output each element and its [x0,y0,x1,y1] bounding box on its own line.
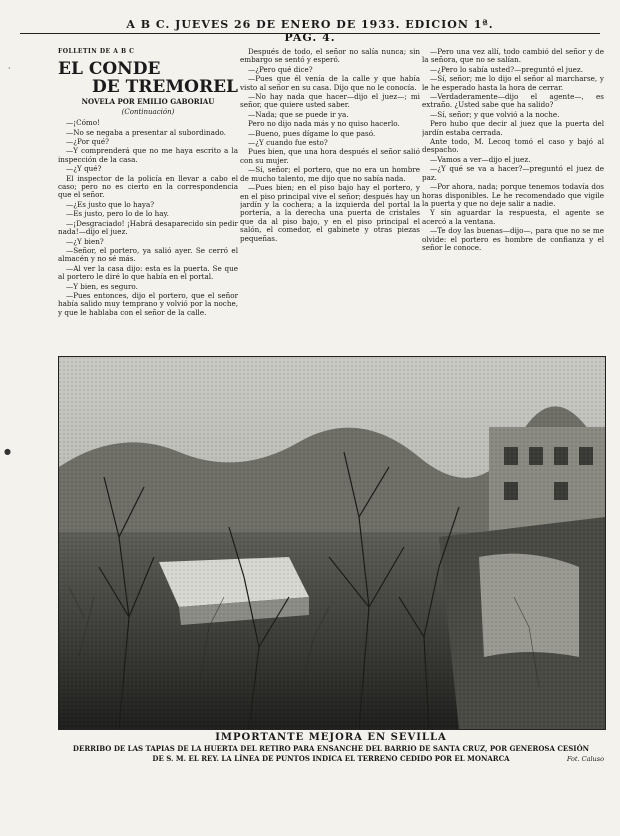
column-3 [422,48,604,353]
paragraph: Pero hubo que decir al juez que la puerta del jardín estaba cerrada. [422,119,604,137]
paragraph: —Te doy las buenas—dijo—, para que no se me olvide: el portero es hombre de confianza y el señor le conoce. [422,226,604,252]
paragraph: —Al ver la casa dijo: esta es la puerta. Se que al portero le diré lo que había en el portal. [58,263,238,282]
header-text: A B C. JUEVES 26 DE ENERO DE 1933. EDICION 1ª. PAG. 4. [126,18,494,44]
paragraph: —Señor, el portero, ya salió ayer. Se cerró el almacén y no sé más. [58,245,238,264]
feuilleton-byline: NOVELA POR EMILIO GABORIAU [81,97,215,107]
caption-line-2: DE S. M. EL REY. LA LÍNEA DE PUNTOS INDICA EL TERRENO CEDIDO POR EL MONARCA [152,754,510,763]
paragraph: —Sí, señor; me lo dijo el señor al marcharse, y le he esperado hasta la hora de cerrar. [422,74,604,92]
paragraph: —Sí, señor; el portero, que no era un hombre de mucho talento, me dijo que no sabía nada. [240,165,420,183]
paragraph: —Pues entonces, dijo el portero, que el señor había salido muy temprano y volvió por la noche, y que le hablaba con el señor de la calle. [58,290,238,317]
paragraph: El inspector de la policía en llevar a cabo el caso; pero no es cierto en la correspondencia que el señor. [58,173,238,200]
feuilleton-continuation: (Continuación) [121,107,175,116]
paragraph: —Y comprenderá que no me haya escrito a la inspección de la casa. [58,146,238,164]
caption-line-1: DERRIBO DE LAS TAPIAS DE LA HUERTA DEL RETIRO PARA ENSANCHE DEL BARRIO DE SANTA CRUZ, POR GENEROSA CESIÓN [72,744,590,753]
paragraph: Pero no dijo nada más y no quiso hacerlo. [248,119,400,129]
paragraph: —¡Cómo! [66,118,100,128]
paragraph: —Verdaderamente—dijo el agente—, es extraño. ¿Usted sabe que ha salido? [422,92,604,110]
paragraph: —No se negaba a presentar al subordinado. [66,127,227,137]
paragraph: —¿Y qué? [66,164,102,174]
paragraph: —Pero una vez allí, todo cambió del señor y de la señora, que no se salían. [422,48,604,65]
feuilleton-kicker: FOLLETIN DE A B C [58,48,135,55]
paragraph: —¿Es justo que lo haya? [66,199,155,209]
paragraph: —¿Pero lo sabía usted?—preguntó el juez. [430,64,583,74]
news-photograph [58,356,606,730]
paragraph: —¡Desgraciado! ¡Habrá desaparecido sin pedir nada!—dijo el juez. [58,218,238,237]
feuilleton-title-line1: EL CONDE [58,59,161,80]
paragraph: —Y bien, es seguro. [66,281,138,291]
paragraph: —No hay nada que hacer—dijo el juez—; mi señor, que quiere usted saber. [240,92,420,110]
header-rule [20,33,600,34]
paragraph: —¿Por qué? [66,137,109,147]
photo-credit: Fot. Caluso [566,755,604,763]
paragraph: —Vamos a ver—dijo el juez. [430,154,531,164]
margin-bullet: ● [4,447,11,456]
margin-mark: · [8,64,11,73]
page-header [120,18,500,44]
paragraph: —Por ahora, nada; porque tenemos todavía dos horas disponibles. Le he recomendado que vigile la puerta y que no deje salir a nadie. [422,182,604,208]
paragraph: —Es justo, pero lo de lo hay. [66,209,169,219]
paragraph: Después de todo, el señor no salía nunca; sin embargo se sentó y esperó. [240,48,420,65]
paragraph: Pues bien, que una hora después el señor salió con su mujer. [240,147,420,165]
paragraph: —Nada; que se puede ir ya. [248,109,349,119]
paragraph: —Pues que él venía de la calle y que había visto al señor en su casa. Dijo que no le conocía. [240,74,420,92]
photo-image [59,357,605,729]
paragraph: —¿Pero qué dice? [248,64,313,74]
paragraph: —Pues bien; en el piso bajo hay el portero, y en el piso principal vive el señor; después hay un jardín y la cochera; a la izquierda del portal la portería, a la derecha una puerta de cristales que da al piso bajo, y en el piso principal el salón, el comedor, el gabinete y otras piezas pequeñas. [240,183,420,243]
column-1-body [58,119,238,317]
caption-title: IMPORTANTE MEJORA EN SEVILLA [215,732,447,743]
paragraph: Y sin aguardar la respuesta, el agente se acercó a la ventana. [422,208,604,226]
column-1 [58,48,238,353]
paragraph: Ante todo, M. Lecoq tomó el caso y bajó al despacho. [422,137,604,155]
paragraph: —Sí, señor; y que volvió a la noche. [430,109,560,119]
paragraph: —Bueno, pues dígame lo que pasó. [248,128,376,138]
paragraph: —¿Y cuando fue esto? [248,138,328,148]
photo-caption [58,732,604,763]
feuilleton-title-line2: DE TREMOREL [91,77,238,98]
paragraph: —¿Y bien? [66,236,104,246]
column-2 [240,48,420,353]
paragraph: —¿Y qué se va a hacer?—preguntó el juez de paz. [422,164,604,182]
